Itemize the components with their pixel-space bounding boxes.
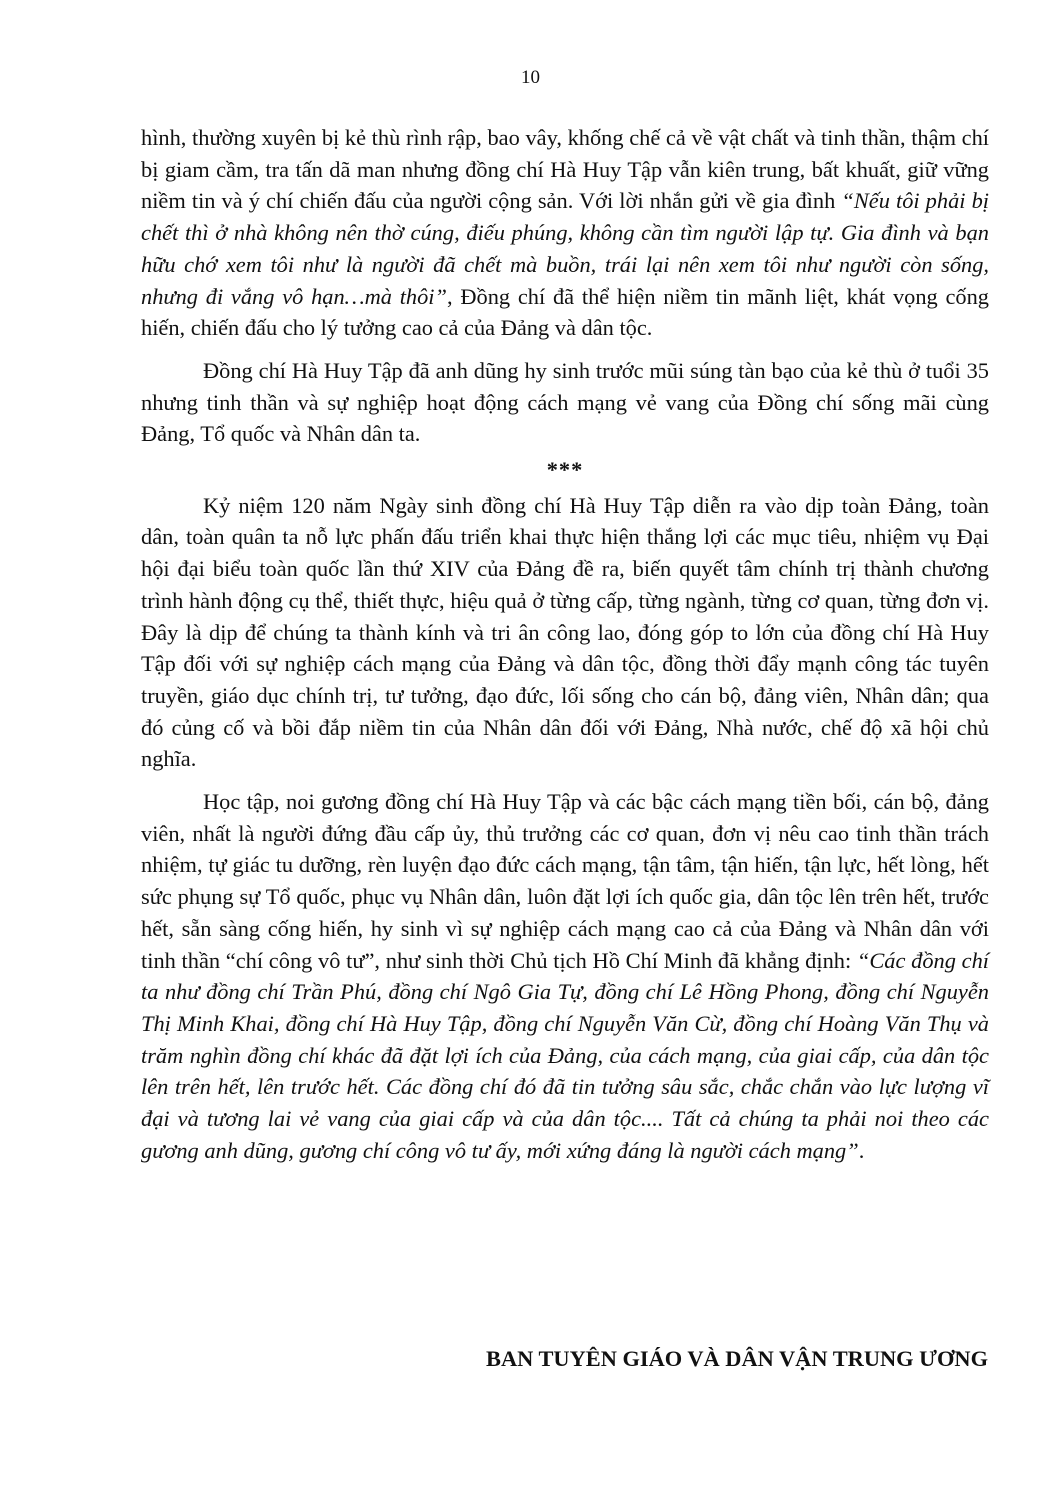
paragraph-text: . xyxy=(858,1137,865,1163)
paragraph-text: Học tập, noi gương đồng chí Hà Huy Tập và các bậc cách mạng tiền bối, cán bộ, đảng viên, nhất là người đứng đầu cấp ủy, thủ trưởng các cơ quan, đơn vị nêu cao tinh thần trách nhiệm, tự giác tu dưỡng, rèn luyện đạo đức cách mạng, tận tâm, tận hiến, tận lực, hết lòng, hết sức phụng sự Tổ quốc, phục vụ Nhân dân, luôn đặt lợi ích quốc gia, dân tộc lên trên hết, trước hết, sẵn sàng cống hiến, hy sinh vì sự nghiệp cách mạng cao cả của Đảng và Nhân dân với tinh thần “chí công vô tư”, như sinh thời Chủ tịch Hồ Chí Minh đã khẳng định: xyxy=(141,789,989,973)
paragraph-continued xyxy=(141,122,989,344)
paragraph-anniversary: Kỷ niệm 120 năm Ngày sinh đồng chí Hà Huy Tập diễn ra vào dịp toàn Đảng, toàn dân, toàn quân ta nỗ lực phấn đấu triển khai thực hiện thắng lợi các mục tiêu, nhiệm vụ Đại hội đại biểu toàn quốc lần thứ XIV của Đảng đề ra, biến quyết tâm chính trị thành chương trình hành động cụ thể, thiết thực, hiệu quả ở từng cấp, từng ngành, từng cơ quan, từng đơn vị. Đây là dịp để chúng ta thành kính và tri ân công lao, đóng góp to lớn của đồng chí Hà Huy Tập đối với sự nghiệp cách mạng của Đảng và dân tộc, đồng thời đẩy mạnh công tác tuyên truyền, giáo dục chính trị, tư tưởng, đạo đức, lối sống cho cán bộ, đảng viên, Nhân dân; qua đó củng cố và bồi đắp niềm tin của Nhân dân đối với Đảng, Nhà nước, chế độ xã hội chủ nghĩa. xyxy=(141,492,989,772)
paragraph-text: hình, thường xuyên bị kẻ thù rình rập, bao vây, khống chế cả về vật chất và tinh thần, thậm chí bị giam cầm, tra tấn dã man nhưng đồng chí Hà Huy Tập vẫn kiên trung, bất khuất, giữ vững niềm tin và ý chí chiến đấu của người cộng sản. Với lời nhắn gửi về gia đình xyxy=(141,125,989,214)
paragraph-sacrifice: Đồng chí Hà Huy Tập đã anh dũng hy sinh trước mũi súng tàn bạo của kẻ thù ở tuổi 35 nhưng tinh thần và sự nghiệp hoạt động cách mạng vẻ vang của Đồng chí sống mãi cùng Đảng, Tổ quốc và Nhân dân ta. xyxy=(141,357,989,447)
quote-family-letter: “Nếu tôi phải bị chết thì ở nhà không nên thờ cúng, điếu phúng, không cần tìm người lập tự. Gia đình và bạn hữu chớ xem tôi như là người đã chết mà buồn, trái lại nên xem tôi như người còn sống, nhưng đi vắng vô hạn…mà thôi” xyxy=(141,188,989,309)
signature-organization: BAN TUYÊN GIÁO VÀ DÂN VẬN TRUNG ƯƠNG xyxy=(486,1346,988,1371)
paragraph-learning xyxy=(141,786,989,1166)
section-separator: *** xyxy=(546,457,584,483)
quote-ho-chi-minh: “Các đồng chí ta như đồng chí Trần Phú, đồng chí Ngô Gia Tự, đồng chí Lê Hồng Phong, đồng chí Nguyễn Thị Minh Khai, đồng chí Hà Huy Tập, đồng chí Nguyễn Văn Cừ, đồng chí Hoàng Văn Thụ và trăm nghìn đồng chí khác đã đặt lợi ích của Đảng, của cách mạng, của giai cấp, của dân tộc lên trên hết, lên trước hết. Các đồng chí đó đã tin tưởng sâu sắc, chắc chắn vào lực lượng vĩ đại và tương lai vẻ vang của giai cấp và của dân tộc.... Tất cả chúng ta phải noi theo các gương anh dũng, gương chí công vô tư ấy, mới xứng đáng là người cách mạng” xyxy=(141,947,989,1163)
page-number: 10 xyxy=(521,67,540,88)
article-body xyxy=(141,122,989,1167)
paragraph-text: , Đồng chí đã thể hiện niềm tin mãnh liệt, khát vọng cống hiến, chiến đấu cho lý tưởng cao cả của Đảng và dân tộc. xyxy=(141,283,990,341)
